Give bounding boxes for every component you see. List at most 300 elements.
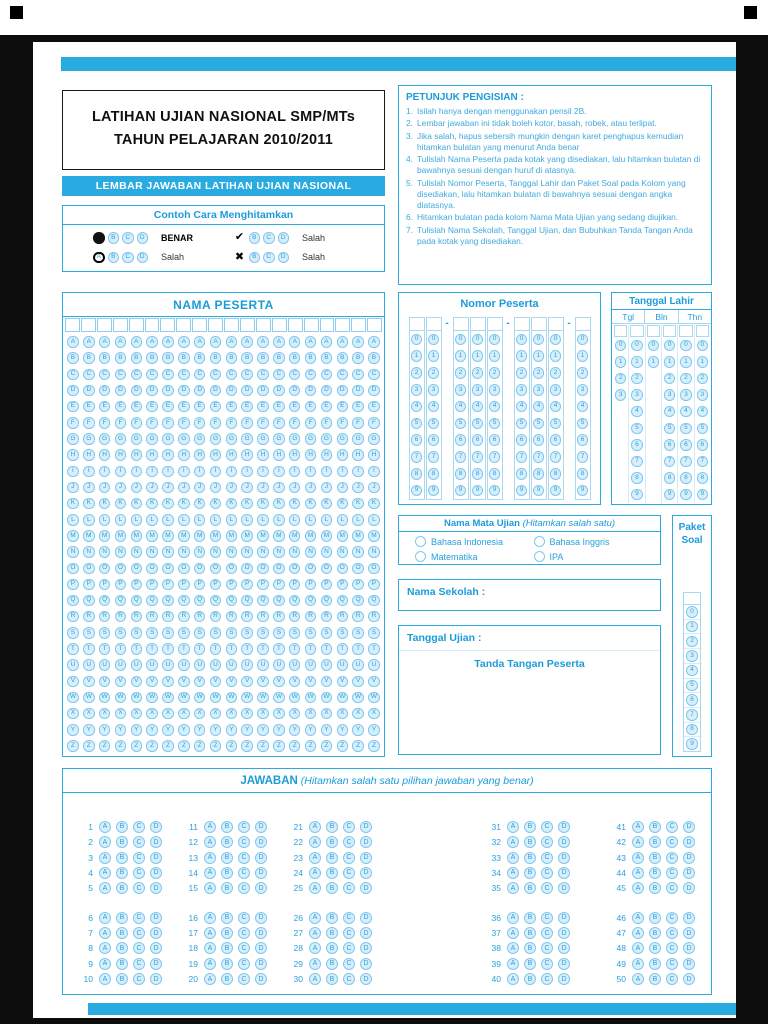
digit-input-cell[interactable] <box>532 318 546 331</box>
letter-bubble[interactable]: N <box>178 546 190 558</box>
answer-bubble[interactable]: C <box>238 942 250 954</box>
answer-bubble[interactable]: A <box>507 821 519 833</box>
letter-bubble[interactable]: U <box>146 659 158 671</box>
letter-bubble[interactable]: W <box>131 692 143 704</box>
letter-bubble[interactable]: U <box>67 659 79 671</box>
paket-digit-bubble[interactable]: 8 <box>686 724 698 736</box>
answer-bubble[interactable]: C <box>541 958 553 970</box>
letter-bubble[interactable]: M <box>67 530 79 542</box>
date-input-cell[interactable] <box>630 325 643 337</box>
answer-bubble[interactable]: B <box>649 973 661 985</box>
answer-bubble[interactable]: B <box>221 867 233 879</box>
letter-bubble[interactable]: R <box>67 611 79 623</box>
letter-bubble[interactable]: N <box>83 546 95 558</box>
letter-bubble[interactable]: G <box>115 433 127 445</box>
answer-bubble[interactable]: B <box>649 958 661 970</box>
letter-bubble[interactable]: T <box>162 643 174 655</box>
letter-bubble[interactable]: Y <box>115 724 127 736</box>
letter-bubble[interactable]: Q <box>146 595 158 607</box>
letter-bubble[interactable]: Q <box>210 595 222 607</box>
letter-bubble[interactable]: E <box>352 401 364 413</box>
letter-bubble[interactable]: U <box>99 659 111 671</box>
letter-bubble[interactable]: Z <box>241 740 253 752</box>
letter-bubble[interactable]: J <box>368 482 380 494</box>
letter-bubble[interactable]: H <box>289 449 301 461</box>
letter-bubble[interactable]: V <box>321 676 333 688</box>
letter-bubble[interactable]: R <box>99 611 111 623</box>
letter-bubble[interactable]: R <box>83 611 95 623</box>
nama-sekolah-box[interactable] <box>398 579 661 611</box>
letter-bubble[interactable]: T <box>321 643 333 655</box>
letter-bubble[interactable]: C <box>368 369 380 381</box>
letter-bubble[interactable]: J <box>273 482 285 494</box>
letter-bubble[interactable]: K <box>226 498 238 510</box>
answer-bubble[interactable]: D <box>360 882 372 894</box>
letter-bubble[interactable]: V <box>131 676 143 688</box>
letter-bubble[interactable]: F <box>368 417 380 429</box>
letter-bubble[interactable]: O <box>337 563 349 575</box>
digit-bubble[interactable]: 5 <box>455 418 467 430</box>
letter-bubble[interactable]: E <box>241 401 253 413</box>
letter-bubble[interactable]: G <box>67 433 79 445</box>
letter-bubble[interactable]: X <box>67 708 79 720</box>
answer-bubble[interactable]: B <box>524 867 536 879</box>
answer-bubble[interactable]: B <box>649 836 661 848</box>
letter-bubble[interactable]: X <box>210 708 222 720</box>
letter-bubble[interactable]: Y <box>162 724 174 736</box>
letter-bubble[interactable]: Q <box>289 595 301 607</box>
letter-bubble[interactable]: G <box>178 433 190 445</box>
letter-bubble[interactable]: Q <box>194 595 206 607</box>
letter-bubble[interactable]: P <box>67 579 79 591</box>
date-digit-bubble[interactable]: 9 <box>697 489 709 501</box>
letter-bubble[interactable]: H <box>337 449 349 461</box>
answer-bubble[interactable]: A <box>309 852 321 864</box>
letter-bubble[interactable]: A <box>257 336 269 348</box>
digit-bubble[interactable]: 8 <box>455 468 467 480</box>
letter-bubble[interactable]: W <box>321 692 333 704</box>
letter-bubble[interactable]: X <box>131 708 143 720</box>
answer-bubble[interactable]: D <box>683 958 695 970</box>
answer-bubble[interactable]: D <box>558 912 570 924</box>
letter-bubble[interactable]: F <box>289 417 301 429</box>
date-digit-bubble[interactable]: 1 <box>697 356 709 368</box>
answer-bubble[interactable]: B <box>326 821 338 833</box>
letter-bubble[interactable]: B <box>352 352 364 364</box>
date-digit-bubble[interactable]: 1 <box>680 356 692 368</box>
digit-bubble[interactable]: 4 <box>428 401 440 413</box>
letter-bubble[interactable]: J <box>67 482 79 494</box>
letter-bubble[interactable]: Y <box>305 724 317 736</box>
date-input-cell[interactable] <box>696 325 709 337</box>
date-digit-bubble[interactable]: 1 <box>648 356 660 368</box>
letter-bubble[interactable]: V <box>352 676 364 688</box>
letter-bubble[interactable]: B <box>83 352 95 364</box>
date-digit-bubble[interactable]: 7 <box>680 456 692 468</box>
letter-bubble[interactable]: T <box>273 643 285 655</box>
digit-bubble[interactable]: 5 <box>489 418 501 430</box>
letter-bubble[interactable]: Q <box>257 595 269 607</box>
name-input-cell[interactable] <box>65 318 80 332</box>
letter-bubble[interactable]: B <box>194 352 206 364</box>
digit-input-cell[interactable] <box>515 318 529 331</box>
date-digit-bubble[interactable]: 6 <box>664 439 676 451</box>
letter-bubble[interactable]: L <box>352 514 364 526</box>
answer-bubble[interactable]: D <box>255 942 267 954</box>
letter-bubble[interactable]: S <box>321 627 333 639</box>
letter-bubble[interactable]: A <box>352 336 364 348</box>
answer-bubble[interactable]: B <box>221 927 233 939</box>
letter-bubble[interactable]: Z <box>67 740 79 752</box>
answer-bubble[interactable]: D <box>360 958 372 970</box>
letter-bubble[interactable]: J <box>99 482 111 494</box>
paket-digit-bubble[interactable]: 0 <box>686 606 698 618</box>
answer-bubble[interactable]: A <box>507 882 519 894</box>
letter-bubble[interactable]: Y <box>67 724 79 736</box>
date-digit-bubble[interactable]: 0 <box>664 340 676 352</box>
digit-bubble[interactable]: 2 <box>489 367 501 379</box>
answer-bubble[interactable]: A <box>204 973 216 985</box>
letter-bubble[interactable]: B <box>289 352 301 364</box>
digit-bubble[interactable]: 0 <box>428 334 440 346</box>
letter-bubble[interactable]: Z <box>289 740 301 752</box>
answer-bubble[interactable]: B <box>221 912 233 924</box>
letter-bubble[interactable]: E <box>131 401 143 413</box>
paket-digit-bubble[interactable]: 9 <box>686 738 698 750</box>
answer-bubble[interactable]: B <box>524 912 536 924</box>
answer-bubble[interactable]: D <box>255 867 267 879</box>
name-input-cell[interactable] <box>113 318 128 332</box>
letter-bubble[interactable]: C <box>241 369 253 381</box>
digit-bubble[interactable]: 0 <box>550 334 562 346</box>
letter-bubble[interactable]: S <box>99 627 111 639</box>
letter-bubble[interactable]: Y <box>146 724 158 736</box>
letter-bubble[interactable]: V <box>99 676 111 688</box>
letter-bubble[interactable]: K <box>210 498 222 510</box>
letter-bubble[interactable]: Q <box>178 595 190 607</box>
letter-bubble[interactable]: K <box>273 498 285 510</box>
letter-bubble[interactable]: M <box>273 530 285 542</box>
letter-bubble[interactable]: C <box>337 369 349 381</box>
letter-bubble[interactable]: O <box>131 563 143 575</box>
letter-bubble[interactable]: A <box>131 336 143 348</box>
answer-bubble[interactable]: C <box>666 927 678 939</box>
letter-bubble[interactable]: Y <box>352 724 364 736</box>
letter-bubble[interactable]: L <box>273 514 285 526</box>
letter-bubble[interactable]: J <box>226 482 238 494</box>
letter-bubble[interactable]: O <box>146 563 158 575</box>
letter-bubble[interactable]: J <box>289 482 301 494</box>
answer-bubble[interactable]: C <box>343 927 355 939</box>
name-input-cell[interactable] <box>208 318 223 332</box>
letter-bubble[interactable]: L <box>337 514 349 526</box>
letter-bubble[interactable]: D <box>99 385 111 397</box>
answer-bubble[interactable]: D <box>683 942 695 954</box>
letter-bubble[interactable]: T <box>305 643 317 655</box>
letter-bubble[interactable]: H <box>178 449 190 461</box>
letter-bubble[interactable]: I <box>241 466 253 478</box>
letter-bubble[interactable]: A <box>321 336 333 348</box>
letter-bubble[interactable]: I <box>257 466 269 478</box>
digit-bubble[interactable]: 7 <box>428 451 440 463</box>
letter-bubble[interactable]: U <box>368 659 380 671</box>
letter-bubble[interactable]: G <box>273 433 285 445</box>
answer-bubble[interactable]: C <box>133 882 145 894</box>
letter-bubble[interactable]: D <box>305 385 317 397</box>
letter-bubble[interactable]: O <box>178 563 190 575</box>
date-digit-bubble[interactable]: 4 <box>680 406 692 418</box>
digit-bubble[interactable]: 3 <box>411 384 423 396</box>
answer-bubble[interactable]: C <box>343 836 355 848</box>
paket-digit-bubble[interactable]: 6 <box>686 694 698 706</box>
answer-bubble[interactable]: B <box>649 882 661 894</box>
digit-bubble[interactable]: 2 <box>428 367 440 379</box>
letter-bubble[interactable]: O <box>257 563 269 575</box>
answer-bubble[interactable]: C <box>541 882 553 894</box>
letter-bubble[interactable]: L <box>162 514 174 526</box>
letter-bubble[interactable]: S <box>210 627 222 639</box>
letter-bubble[interactable]: E <box>146 401 158 413</box>
answer-bubble[interactable]: A <box>507 867 519 879</box>
answer-bubble[interactable]: C <box>666 821 678 833</box>
letter-bubble[interactable]: P <box>257 579 269 591</box>
answer-bubble[interactable]: B <box>649 927 661 939</box>
letter-bubble[interactable]: V <box>257 676 269 688</box>
answer-bubble[interactable]: A <box>507 912 519 924</box>
example-bubble[interactable]: C <box>263 232 275 244</box>
letter-bubble[interactable]: Z <box>131 740 143 752</box>
letter-bubble[interactable]: Z <box>273 740 285 752</box>
letter-bubble[interactable]: C <box>131 369 143 381</box>
letter-bubble[interactable]: W <box>178 692 190 704</box>
digit-bubble[interactable]: 1 <box>577 350 589 362</box>
letter-bubble[interactable]: V <box>368 676 380 688</box>
digit-bubble[interactable]: 6 <box>428 434 440 446</box>
letter-bubble[interactable]: Q <box>131 595 143 607</box>
date-digit-bubble[interactable]: 4 <box>664 406 676 418</box>
letter-bubble[interactable]: Q <box>241 595 253 607</box>
letter-bubble[interactable]: R <box>194 611 206 623</box>
digit-bubble[interactable]: 5 <box>533 418 545 430</box>
answer-bubble[interactable]: B <box>221 821 233 833</box>
letter-bubble[interactable]: W <box>162 692 174 704</box>
date-digit-bubble[interactable]: 2 <box>631 373 643 385</box>
letter-bubble[interactable]: U <box>210 659 222 671</box>
letter-bubble[interactable]: T <box>115 643 127 655</box>
answer-bubble[interactable]: C <box>541 927 553 939</box>
digit-bubble[interactable]: 4 <box>472 401 484 413</box>
letter-bubble[interactable]: D <box>210 385 222 397</box>
digit-bubble[interactable]: 4 <box>533 401 545 413</box>
answer-bubble[interactable]: B <box>116 852 128 864</box>
letter-bubble[interactable]: E <box>257 401 269 413</box>
answer-bubble[interactable]: B <box>116 912 128 924</box>
letter-bubble[interactable]: R <box>305 611 317 623</box>
digit-bubble[interactable]: 7 <box>411 451 423 463</box>
answer-bubble[interactable]: C <box>238 821 250 833</box>
answer-bubble[interactable]: A <box>204 927 216 939</box>
name-input-cell[interactable] <box>240 318 255 332</box>
letter-bubble[interactable]: W <box>146 692 158 704</box>
letter-bubble[interactable]: F <box>321 417 333 429</box>
date-digit-bubble[interactable]: 7 <box>697 456 709 468</box>
digit-bubble[interactable]: 3 <box>428 384 440 396</box>
name-input-cell[interactable] <box>320 318 335 332</box>
letter-bubble[interactable]: R <box>337 611 349 623</box>
name-input-cell[interactable] <box>129 318 144 332</box>
answer-bubble[interactable]: B <box>116 882 128 894</box>
letter-bubble[interactable]: P <box>83 579 95 591</box>
answer-bubble[interactable]: A <box>309 836 321 848</box>
letter-bubble[interactable]: L <box>305 514 317 526</box>
name-input-cell[interactable] <box>272 318 287 332</box>
answer-bubble[interactable]: D <box>558 927 570 939</box>
digit-bubble[interactable]: 9 <box>428 485 440 497</box>
answer-bubble[interactable]: D <box>150 942 162 954</box>
answer-bubble[interactable]: D <box>683 973 695 985</box>
answer-bubble[interactable]: A <box>99 942 111 954</box>
letter-bubble[interactable]: A <box>178 336 190 348</box>
date-digit-bubble[interactable]: 8 <box>631 472 643 484</box>
letter-bubble[interactable]: Q <box>162 595 174 607</box>
letter-bubble[interactable]: M <box>241 530 253 542</box>
example-bubble[interactable]: B <box>249 232 261 244</box>
answer-bubble[interactable]: A <box>507 927 519 939</box>
letter-bubble[interactable]: S <box>194 627 206 639</box>
digit-bubble[interactable]: 9 <box>472 485 484 497</box>
letter-bubble[interactable]: P <box>131 579 143 591</box>
date-digit-bubble[interactable]: 9 <box>631 489 643 501</box>
letter-bubble[interactable]: P <box>210 579 222 591</box>
answer-bubble[interactable]: A <box>309 973 321 985</box>
digit-bubble[interactable]: 9 <box>489 485 501 497</box>
date-digit-bubble[interactable]: 4 <box>631 406 643 418</box>
subject-bubble[interactable] <box>534 536 545 547</box>
letter-bubble[interactable]: S <box>305 627 317 639</box>
answer-bubble[interactable]: B <box>326 867 338 879</box>
date-digit-bubble[interactable]: 6 <box>631 439 643 451</box>
paket-digit-bubble[interactable]: 2 <box>686 636 698 648</box>
answer-bubble[interactable]: C <box>666 836 678 848</box>
letter-bubble[interactable]: K <box>289 498 301 510</box>
digit-bubble[interactable]: 9 <box>516 485 528 497</box>
letter-bubble[interactable]: O <box>321 563 333 575</box>
answer-bubble[interactable]: A <box>204 912 216 924</box>
letter-bubble[interactable]: V <box>273 676 285 688</box>
letter-bubble[interactable]: Q <box>368 595 380 607</box>
answer-bubble[interactable]: B <box>649 821 661 833</box>
answer-bubble[interactable]: C <box>133 958 145 970</box>
digit-bubble[interactable]: 9 <box>550 485 562 497</box>
letter-bubble[interactable]: F <box>273 417 285 429</box>
letter-bubble[interactable]: P <box>289 579 301 591</box>
answer-bubble[interactable]: B <box>116 836 128 848</box>
letter-bubble[interactable]: B <box>115 352 127 364</box>
answer-bubble[interactable]: A <box>507 973 519 985</box>
digit-bubble[interactable]: 2 <box>411 367 423 379</box>
letter-bubble[interactable]: E <box>210 401 222 413</box>
letter-bubble[interactable]: Z <box>115 740 127 752</box>
letter-bubble[interactable]: B <box>257 352 269 364</box>
answer-bubble[interactable]: C <box>133 852 145 864</box>
date-digit-bubble[interactable]: 2 <box>615 373 627 385</box>
letter-bubble[interactable]: P <box>241 579 253 591</box>
letter-bubble[interactable]: N <box>321 546 333 558</box>
answer-bubble[interactable]: A <box>309 958 321 970</box>
letter-bubble[interactable]: C <box>178 369 190 381</box>
letter-bubble[interactable]: Z <box>305 740 317 752</box>
letter-bubble[interactable]: B <box>368 352 380 364</box>
subject-option[interactable] <box>415 536 534 547</box>
letter-bubble[interactable]: U <box>337 659 349 671</box>
letter-bubble[interactable]: D <box>352 385 364 397</box>
digit-bubble[interactable]: 1 <box>489 350 501 362</box>
letter-bubble[interactable]: S <box>241 627 253 639</box>
date-digit-bubble[interactable]: 3 <box>615 389 627 401</box>
letter-bubble[interactable]: M <box>115 530 127 542</box>
digit-bubble[interactable]: 2 <box>577 367 589 379</box>
answer-bubble[interactable]: A <box>507 852 519 864</box>
letter-bubble[interactable]: T <box>146 643 158 655</box>
letter-bubble[interactable]: F <box>226 417 238 429</box>
date-digit-bubble[interactable]: 1 <box>664 356 676 368</box>
letter-bubble[interactable]: Q <box>273 595 285 607</box>
answer-bubble[interactable]: D <box>360 821 372 833</box>
letter-bubble[interactable]: S <box>162 627 174 639</box>
letter-bubble[interactable]: E <box>162 401 174 413</box>
letter-bubble[interactable]: X <box>289 708 301 720</box>
letter-bubble[interactable]: R <box>115 611 127 623</box>
letter-bubble[interactable]: R <box>321 611 333 623</box>
letter-bubble[interactable]: Y <box>210 724 222 736</box>
letter-bubble[interactable]: Q <box>352 595 364 607</box>
answer-bubble[interactable]: A <box>99 882 111 894</box>
letter-bubble[interactable]: H <box>226 449 238 461</box>
answer-bubble[interactable]: B <box>524 821 536 833</box>
letter-bubble[interactable]: L <box>83 514 95 526</box>
answer-bubble[interactable]: B <box>524 973 536 985</box>
subject-option[interactable] <box>415 551 534 562</box>
answer-bubble[interactable]: B <box>649 867 661 879</box>
letter-bubble[interactable]: K <box>162 498 174 510</box>
letter-bubble[interactable]: Q <box>337 595 349 607</box>
letter-bubble[interactable]: C <box>352 369 364 381</box>
letter-bubble[interactable]: K <box>99 498 111 510</box>
letter-bubble[interactable]: B <box>305 352 317 364</box>
name-input-cell[interactable] <box>81 318 96 332</box>
digit-bubble[interactable]: 3 <box>455 384 467 396</box>
letter-bubble[interactable]: Z <box>99 740 111 752</box>
letter-bubble[interactable]: L <box>131 514 143 526</box>
digit-bubble[interactable]: 5 <box>516 418 528 430</box>
answer-bubble[interactable]: C <box>133 942 145 954</box>
letter-bubble[interactable]: G <box>257 433 269 445</box>
letter-bubble[interactable]: P <box>115 579 127 591</box>
letter-bubble[interactable]: R <box>273 611 285 623</box>
letter-bubble[interactable]: Y <box>226 724 238 736</box>
digit-bubble[interactable]: 6 <box>550 434 562 446</box>
example-bubble[interactable]: C <box>122 252 134 264</box>
digit-bubble[interactable]: 7 <box>533 451 545 463</box>
letter-bubble[interactable]: M <box>368 530 380 542</box>
digit-bubble[interactable]: 7 <box>577 451 589 463</box>
digit-bubble[interactable]: 1 <box>472 350 484 362</box>
letter-bubble[interactable]: Y <box>273 724 285 736</box>
paket-digit-bubble[interactable]: 7 <box>686 709 698 721</box>
letter-bubble[interactable]: P <box>178 579 190 591</box>
letter-bubble[interactable]: L <box>321 514 333 526</box>
answer-bubble[interactable]: D <box>683 836 695 848</box>
